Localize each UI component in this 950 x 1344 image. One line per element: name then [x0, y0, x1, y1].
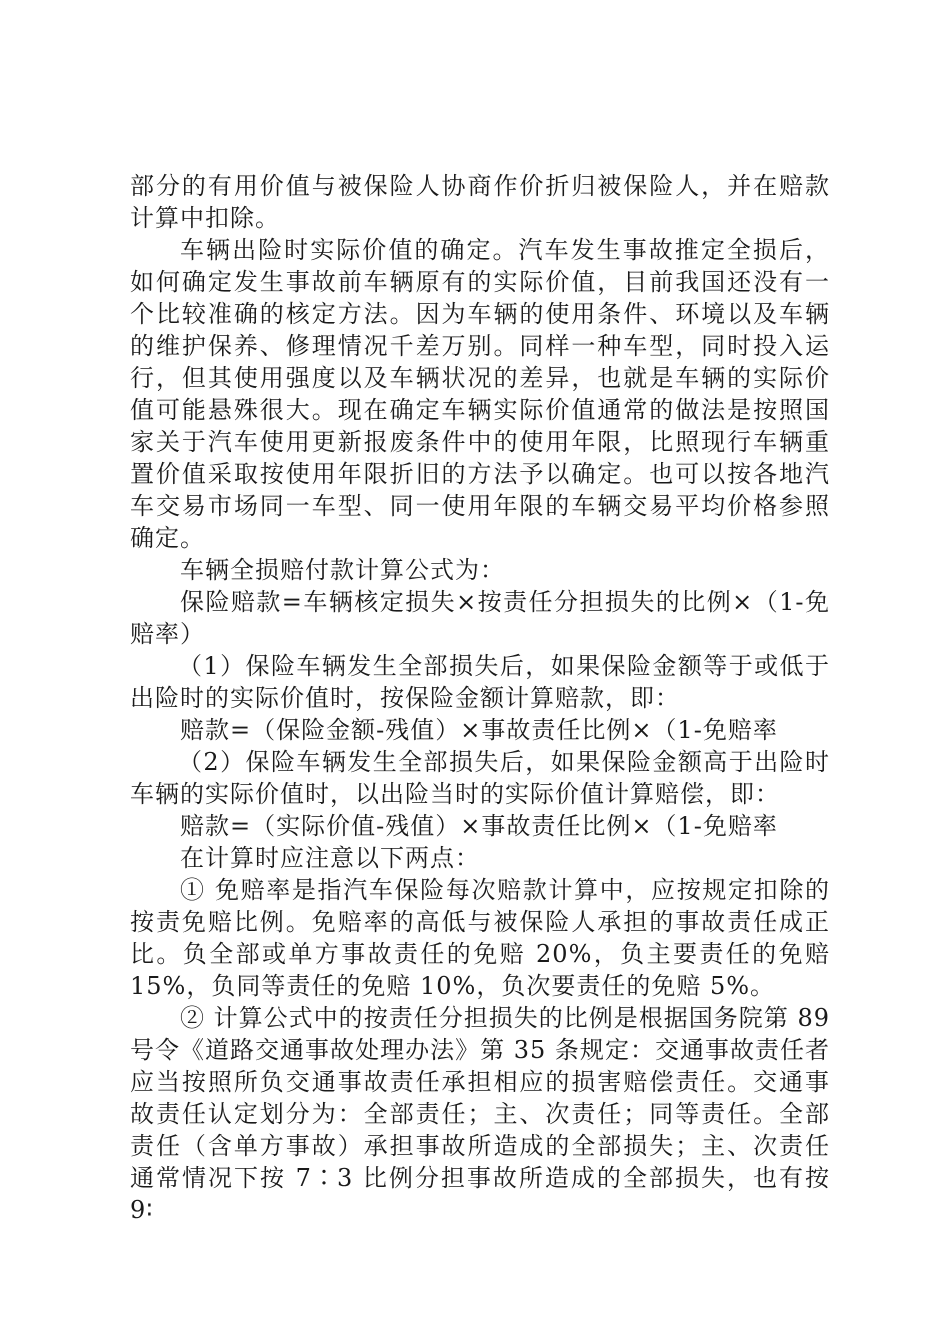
- text-line: 个比较准确的核定方法。因为车辆的使用条件、环境以及车辆: [130, 300, 830, 328]
- text-line: 的维护保养、修理情况千差万别。同样一种车型，同时投入运: [130, 332, 830, 360]
- text-line: 值可能悬殊很大。现在确定车辆实际价值通常的做法是按照国: [130, 396, 830, 424]
- text-line: 按责免赔比例。免赔率的高低与被保险人承担的事故责任成正: [130, 908, 830, 936]
- text-line: 15%，负同等责任的免赔 10%，负次要责任的免赔 5%。: [130, 972, 776, 1000]
- text-line: 家关于汽车使用更新报废条件中的使用年限，比照现行车辆重: [130, 428, 830, 456]
- text-line: 在计算时应注意以下两点：: [180, 844, 480, 872]
- text-line: 赔款=（保险金额-残值）×事故责任比例×（1-免赔率: [180, 716, 778, 744]
- text-line: 赔率）: [130, 620, 205, 648]
- text-line: 号令《道路交通事故处理办法》第 35 条规定：交通事故责任者: [130, 1036, 830, 1064]
- text-line: （1）保险车辆发生全部损失后，如果保险金额等于或低于: [178, 652, 830, 680]
- text-line: 通常情况下按 7∶3 比例分担事故所造成的全部损失，也有按: [130, 1164, 830, 1192]
- text-line: ② 计算公式中的按责任分担损失的比例是根据国务院第 89: [180, 1004, 830, 1032]
- text-line: 9∶: [130, 1196, 154, 1224]
- text-line: 部分的有用价值与被保险人协商作价折归被保险人，并在赔款: [130, 172, 830, 200]
- text-line: 车辆的实际价值时，以出险当时的实际价值计算赔偿，即：: [130, 780, 780, 808]
- text-line: （2）保险车辆发生全部损失后，如果保险金额高于出险时: [178, 748, 830, 776]
- text-line: 赔款=（实际价值-残值）×事故责任比例×（1-免赔率: [180, 812, 778, 840]
- text-line: 置价值采取按使用年限折旧的方法予以确定。也可以按各地汽: [130, 460, 830, 488]
- document-page: [130, 170, 830, 1226]
- text-line: 如何确定发生事故前车辆原有的实际价值，目前我国还没有一: [130, 268, 830, 296]
- text-line: 责任（含单方事故）承担事故所造成的全部损失；主、次责任: [130, 1132, 830, 1160]
- text-line: 应当按照所负交通事故责任承担相应的损害赔偿责任。交通事: [130, 1068, 830, 1096]
- text-line: 确定。: [130, 524, 205, 552]
- text-line: 保险赔款=车辆核定损失×按责任分担损失的比例×（1-免: [180, 588, 830, 616]
- text-line: 行，但其使用强度以及车辆状况的差异，也就是车辆的实际价: [130, 364, 830, 392]
- text-line: 比。负全部或单方事故责任的免赔 20%，负主要责任的免赔: [130, 940, 830, 968]
- text-line: 故责任认定划分为：全部责任；主、次责任；同等责任。全部: [130, 1100, 830, 1128]
- text-line: 出险时的实际价值时，按保险金额计算赔款，即：: [130, 684, 680, 712]
- text-line: 车辆出险时实际价值的确定。汽车发生事故推定全损后，: [180, 236, 830, 264]
- text-line: 车辆全损赔付款计算公式为：: [180, 556, 505, 584]
- text-line: 计算中扣除。: [130, 204, 280, 232]
- text-line: 车交易市场同一车型、同一使用年限的车辆交易平均价格参照: [130, 492, 830, 520]
- text-line: ① 免赔率是指汽车保险每次赔款计算中，应按规定扣除的: [180, 876, 830, 904]
